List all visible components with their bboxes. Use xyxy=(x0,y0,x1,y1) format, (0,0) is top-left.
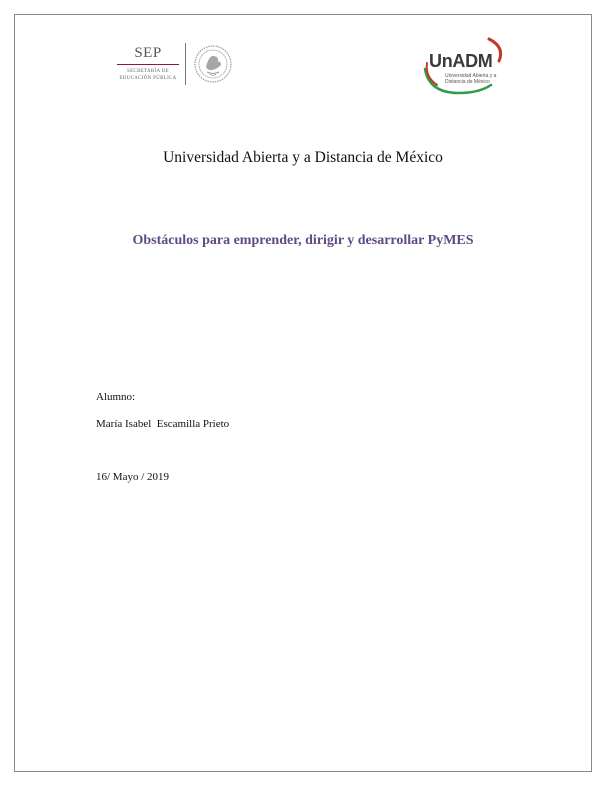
unadm-logo-subtitle-1: Universidad Abierta y a xyxy=(445,73,497,79)
sep-logo-name: SEP xyxy=(134,45,162,61)
university-name: Universidad Abierta y a Distancia de México xyxy=(163,149,443,166)
sep-logo xyxy=(113,45,183,82)
unadm-logo-subtitle-2: Distancia de México xyxy=(445,79,490,85)
sep-logo-subtitle-1: SECRETARÍA DE xyxy=(127,69,169,74)
logo-divider xyxy=(185,43,186,85)
document-page xyxy=(14,14,592,772)
unadm-logo xyxy=(419,33,511,99)
student-label: Alumno: xyxy=(96,391,136,403)
sep-logo-subtitle-2: EDUCACIÓN PÚBLICA xyxy=(119,76,177,81)
student-name: María Isabel Escamilla Prieto xyxy=(96,418,230,430)
unadm-logo-name: UnADM xyxy=(429,51,493,71)
document-date: 16/ Mayo / 2019 xyxy=(96,471,170,483)
document-title: Obstáculos para emprender, dirigir y desarrollar PyMES xyxy=(132,233,474,248)
sep-logo-rule xyxy=(117,64,179,65)
coat-of-arms-seal-icon xyxy=(193,43,233,85)
unadm-logo-subtitle xyxy=(445,73,496,85)
